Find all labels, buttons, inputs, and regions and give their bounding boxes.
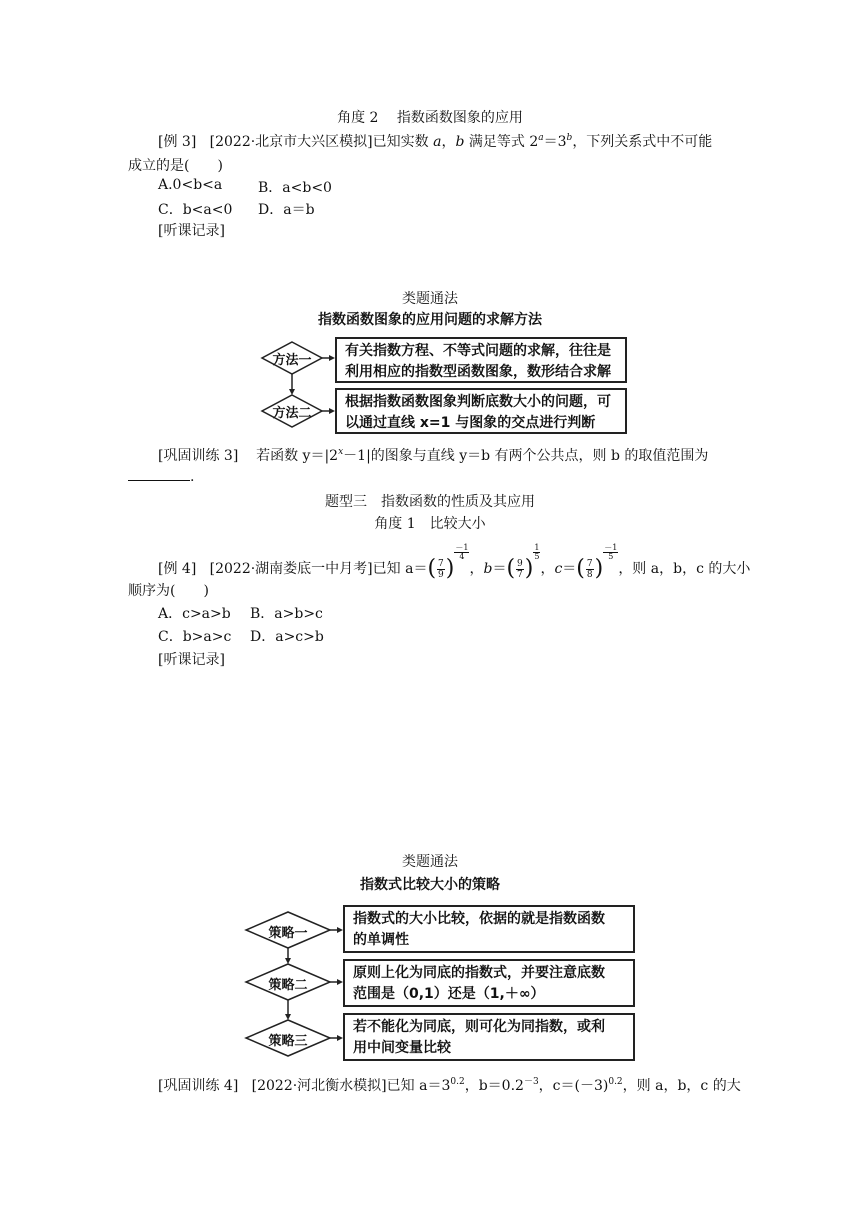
- fraction-7-8: $\frac{7}{8}$: [586, 558, 593, 580]
- method2-label-3: 策略三: [268, 1034, 308, 1049]
- example3-tag: [例 3]: [158, 134, 197, 150]
- method1-label-2: 方法二: [272, 406, 312, 421]
- method2-box-3: [343, 1013, 635, 1061]
- angle2-heading: 角度 2 指数函数图象的应用: [337, 110, 523, 126]
- training3-line1: [巩固训练 3] 若函数 $y=|2^x-1|$的图象与直线 y＝b 有两个公共点，则 b 的取值范围为: [158, 447, 709, 464]
- method2-title: 指数式比较大小的策略: [360, 877, 500, 893]
- method2-box-2: [343, 959, 635, 1007]
- method2-box-1-line1: 指数式的大小比较，依据的就是指数函数: [353, 911, 605, 927]
- method2-box-3-line2: 用中间变量比较: [353, 1040, 451, 1056]
- answer-blank[interactable]: [128, 468, 190, 481]
- example4-notes: [听课记录]: [158, 652, 225, 668]
- example3-line1: [例 3] [2022·北京市大兴区模拟]已知实数 a，b 满足等式 $2^a=3^b$，下列关系式中不可能: [158, 133, 713, 150]
- training3-line2: [128, 468, 194, 485]
- method2-label-1: 策略一: [268, 926, 308, 941]
- method1-box-2-line2: 以通过直线 x=1 与图象的交点进行判断: [345, 415, 596, 431]
- example4-option-c: C．b>a>c: [158, 629, 232, 645]
- training4-text-c: ，c＝(－3): [538, 1078, 609, 1094]
- example3-text-b: 满足等式 2: [464, 134, 539, 150]
- example4-option-b: B．a>b>c: [250, 606, 323, 622]
- training3-end: .: [190, 469, 195, 485]
- type3-heading: 题型三 指数函数的性质及其应用: [325, 494, 535, 510]
- training4-line1: [158, 1075, 741, 1095]
- method2-subtitle: 类题通法: [402, 854, 458, 870]
- example3-text-c: ，下列关系式中不可能: [572, 134, 713, 150]
- example3-option-a: A.0<b<a: [158, 177, 223, 193]
- training4-tag: [巩固训练 4]: [158, 1078, 239, 1094]
- example4-tail: ，则 a，b，c 的大小: [618, 561, 751, 577]
- angle1-heading: 角度 1 比较大小: [374, 516, 486, 532]
- example4-option-d: D．a>c>b: [250, 629, 324, 645]
- fraction-7-9: $\frac{7}{9}$: [438, 558, 444, 580]
- training4-text: 已知 a＝3: [386, 1078, 451, 1094]
- example4-lead: 已知 a＝: [372, 561, 428, 577]
- training4-tail: ，则 a，b，c 的大: [622, 1078, 741, 1094]
- training4-text-b: ，b＝0.2: [464, 1078, 524, 1094]
- example3-line2: 成立的是( ): [128, 158, 223, 174]
- method1-box-1-line1: 有关指数方程、不等式问题的求解，往往是: [345, 343, 611, 359]
- example3-option-b: B．a<b<0: [258, 180, 332, 196]
- method1-box-2-line1: 根据指数函数图象判断底数大小的问题，可: [345, 394, 611, 410]
- example3-option-d: D．a＝b: [258, 202, 315, 218]
- method1-box-2: [335, 388, 627, 434]
- method2-box-3-line1: 若不能化为同底，则可化为同指数，或利: [353, 1019, 605, 1035]
- example3-text: 已知实数: [372, 134, 434, 150]
- exponent-neg-1-4: $\frac{-1}{4}$: [455, 543, 469, 561]
- example4-tag: [例 4]: [158, 561, 197, 577]
- training4-exp-b: －3: [523, 1077, 539, 1087]
- training4-source: [2022·河北衡水模拟]: [251, 1078, 387, 1094]
- method1-box-1-line2: 利用相应的指数型函数图象，数形结合求解: [345, 364, 611, 380]
- example4-line2: 顺序为( ): [128, 583, 209, 599]
- method1-subtitle: 类题通法: [402, 291, 458, 307]
- training3-text-2: －1|的图象与直线 y＝b 有两个公共点，则 b 的取值范围为: [343, 448, 709, 464]
- method1-title: 指数函数图象的应用问题的求解方法: [318, 312, 542, 328]
- exponent-neg-1-5: $\frac{-1}{5}$: [604, 543, 618, 561]
- training3-text: 若函数 y＝|2: [256, 448, 339, 464]
- method2-box-1-line2: 的单调性: [353, 932, 409, 948]
- example3-option-c: C．b<a<0: [158, 202, 233, 218]
- training3-tag: [巩固训练 3]: [158, 448, 239, 464]
- example4-line1: [例 4] [2022·湖南娄底一中月考]已知 a＝( $\frac{7}{9}$ ) $\frac{-1}{4}$ ，b＝( $\frac{9}{7}$ ) $\frac{1}{5}$ ，c＝( $\frac{7}{8}$ ) $\frac{-1}{5}$ ，则 a，b，c 的大小: [158, 543, 751, 581]
- example4-source: [2022·湖南娄底一中月考]: [209, 561, 373, 577]
- method2-label-2: 策略二: [268, 978, 308, 993]
- example3-source: [2022·北京市大兴区模拟]: [209, 134, 373, 150]
- fraction-9-7: $\frac{9}{7}$: [517, 558, 523, 580]
- method2-box-1: [343, 905, 635, 953]
- training4-exp-a: 0.2: [450, 1077, 465, 1087]
- method2-box-2-line1: 原则上化为同底的指数式，并要注意底数: [353, 965, 605, 981]
- method1-box-1: [335, 337, 627, 383]
- example4-option-a: A．c>a>b: [158, 606, 231, 622]
- exponent-1-5: $\frac{1}{5}$: [534, 543, 540, 561]
- method2-box-2-line2: 范围是（0,1）还是（1,＋∞）: [353, 986, 545, 1002]
- training4-exp-c: 0.2: [608, 1077, 623, 1087]
- example3-notes: [听课记录]: [158, 223, 225, 239]
- method1-label-1: 方法一: [272, 353, 312, 368]
